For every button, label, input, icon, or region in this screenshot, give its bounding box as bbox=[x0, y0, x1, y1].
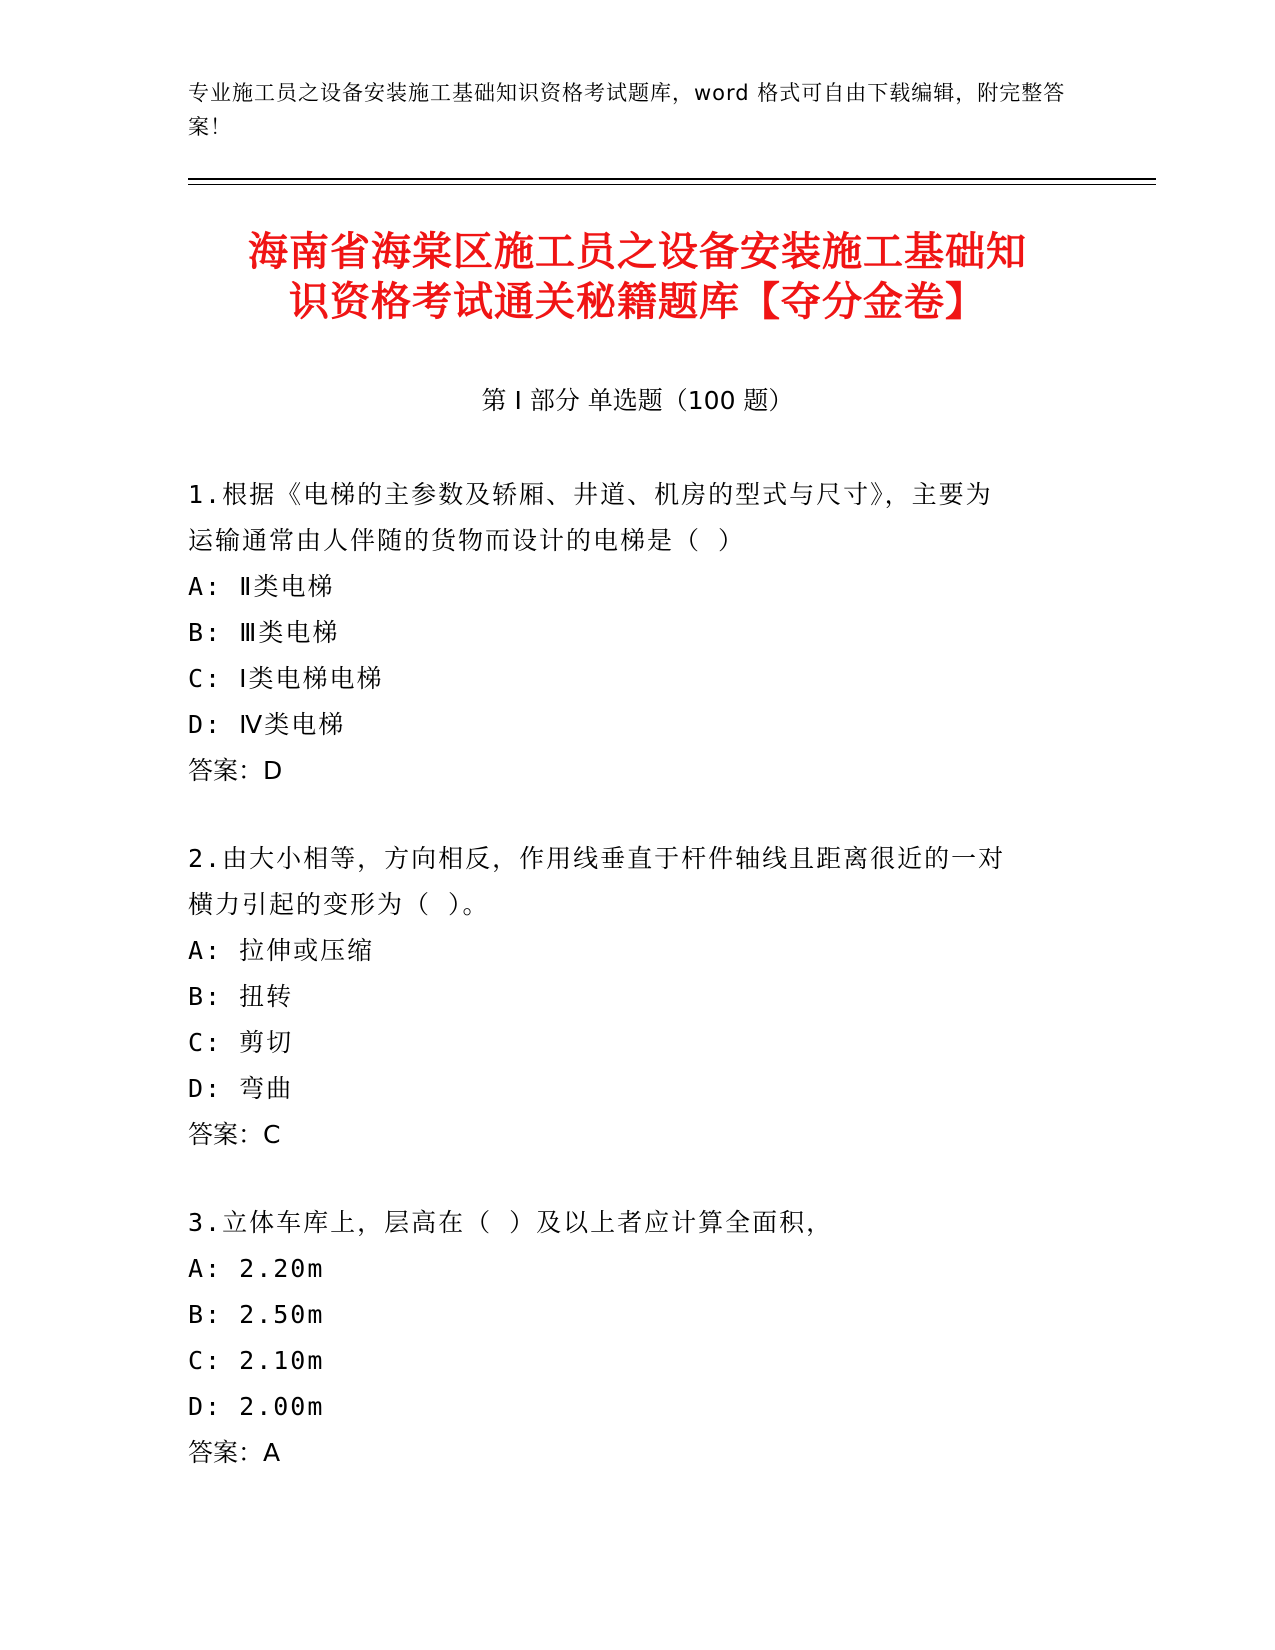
option-c: C: 剪切 bbox=[188, 1028, 294, 1057]
option-a: A: 2.20m bbox=[188, 1254, 325, 1283]
option-d: D: 2.00m bbox=[188, 1392, 325, 1421]
option-d: D: Ⅳ类电梯 bbox=[188, 710, 346, 739]
title-line-1: 海南省海棠区施工员之设备安装施工基础知 bbox=[248, 229, 1027, 275]
question-2 bbox=[188, 836, 1088, 1158]
section-heading: 第 I 部分 单选题（100 题） bbox=[481, 386, 794, 415]
question-3 bbox=[188, 1200, 1088, 1476]
question-text-line: 运输通常由人伴随的货物而设计的电梯是（ ） bbox=[188, 526, 746, 555]
document-title bbox=[150, 227, 1125, 327]
option-a: A: 拉伸或压缩 bbox=[188, 936, 375, 965]
option-b: B: Ⅲ类电梯 bbox=[188, 618, 340, 647]
title-line-2: 识资格考试通关秘籍题库【夺分金卷】 bbox=[289, 279, 986, 325]
answer: 答案：C bbox=[188, 1120, 281, 1149]
question-text-line: 1.根据《电梯的主参数及轿厢、井道、机房的型式与尺寸》，主要为 bbox=[188, 480, 993, 509]
option-d: D: 弯曲 bbox=[188, 1074, 294, 1103]
option-a: A: Ⅱ类电梯 bbox=[188, 572, 335, 601]
option-b: B: 2.50m bbox=[188, 1300, 325, 1329]
header-divider-thin bbox=[188, 184, 1156, 185]
option-c: C: 2.10m bbox=[188, 1346, 325, 1375]
question-text-line: 2.由大小相等，方向相反，作用线垂直于杆件轴线且距离很近的一对 bbox=[188, 844, 1006, 873]
option-c: C: Ⅰ类电梯电梯 bbox=[188, 664, 384, 693]
option-b: B: 扭转 bbox=[188, 982, 294, 1011]
question-1 bbox=[188, 472, 1088, 794]
answer: 答案：A bbox=[188, 1438, 281, 1467]
question-text-line: 3.立体车库上，层高在（ ）及以上者应计算全面积， bbox=[188, 1208, 834, 1237]
question-text-line: 横力引起的变形为（ ）。 bbox=[188, 890, 490, 919]
header-note: 专业施工员之设备安装施工基础知识资格考试题库，word 格式可自由下载编辑，附完整答案！ bbox=[188, 81, 1066, 139]
header-divider-thick bbox=[188, 178, 1156, 180]
answer: 答案：D bbox=[188, 756, 283, 785]
